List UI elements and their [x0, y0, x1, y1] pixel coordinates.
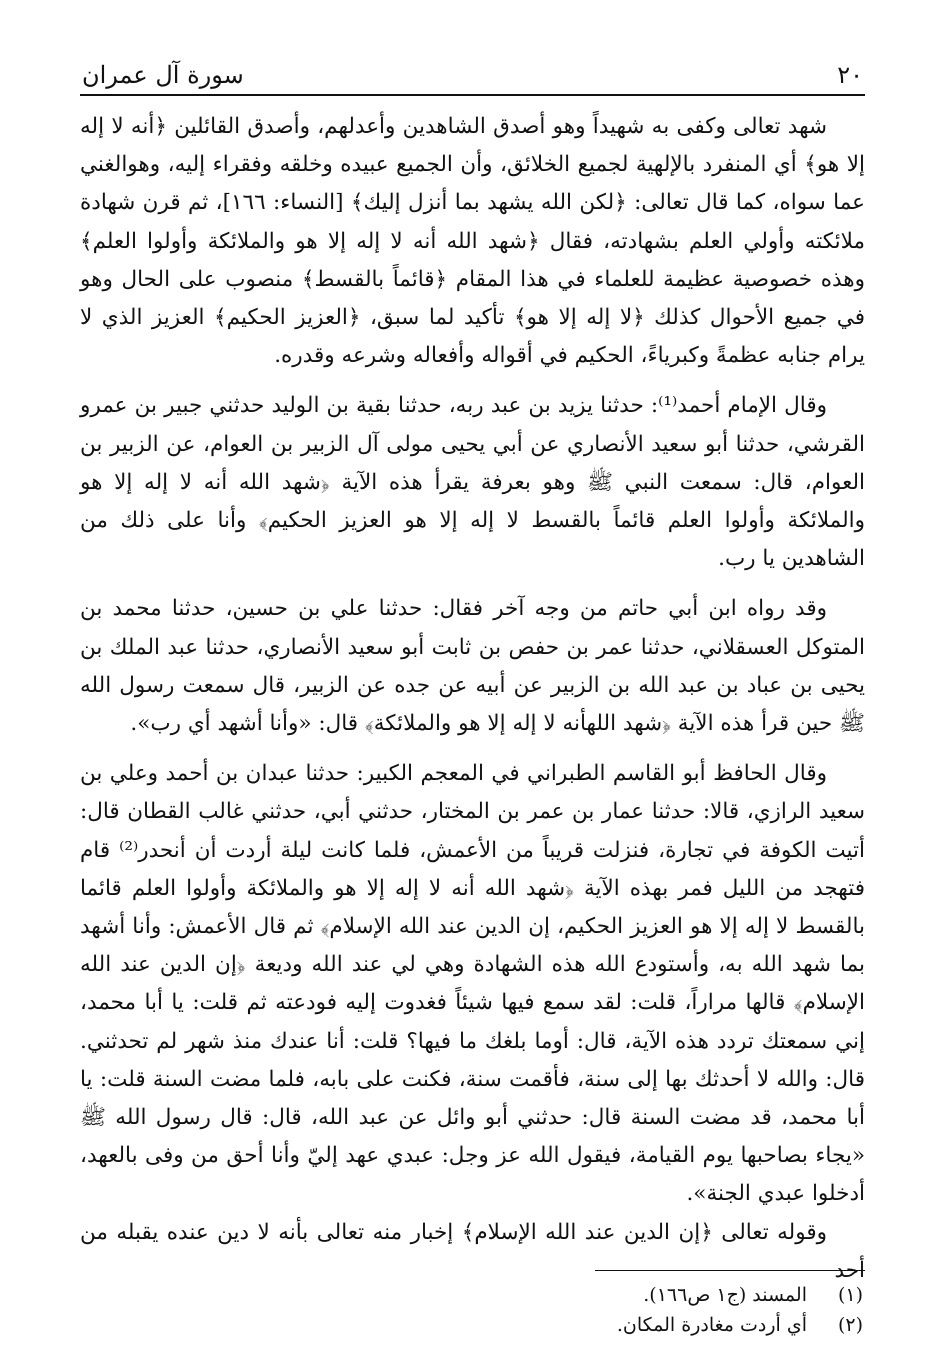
paragraph-ahmad-hadith: وقال الإمام أحمد⁽¹⁾: حدثنا يزيد بن عبد ربه، حدثنا بقية بن الوليد حدثني جبير بن عمرو القرشي، حدثنا أبو سعيد الأنصاري عن أبي يحيى مولى آل الزبير بن العوام، عن الزبير بن العوام، قال: سمعت النبي ﷺ وهو بعرفة يقرأ هذه الآية ﴿شهد الله أنه لا إله إلا هو والملائكة وأولوا العلم قائماً بالقسط لا إله إلا هو العزيز الحكيم﴾ وأنا على ذلك من الشاهدين يا رب. [80, 393, 865, 572]
running-header [82, 58, 863, 90]
footnote-rule [595, 1270, 865, 1271]
footnote-number: (١) [837, 1284, 863, 1306]
paragraph-islam-verse: وقوله تعالى ﴿إن الدين عند الله الإسلام﴾ إخبار منه تعالى بأنه لا دين عنده يقبله من أحد [80, 1219, 865, 1283]
paragraph-testimony: شهد تعالى وكفى به شهيداً وهو أصدق الشاهدين وأعدلهم، وأصدق القائلين ﴿أنه لا إله إلا هو﴾ أي المنفرد بالإلهية لجميع الخلائق، وأن الجميع عبيده وخلقه وفقراء إليه، وهوالغني عما سواه، كما قال تعالى: ﴿لكن الله يشهد بما أنزل إليك﴾ [النساء: ١٦٦]، ثم قرن شهادة ملائكته وأولي العلم بشهادته، فقال ﴿شهد الله أنه لا إله إلا هو والملائكة وأولوا العلم﴾ وهذه خصوصية عظيمة للعلماء في هذا المقام ﴿قائماً بالقسط﴾ منصوب على الحال وهو في جميع الأحوال كذلك ﴿لا إله إلا هو﴾ تأكيد لما سبق، ﴿العزيز الحكيم﴾ العزيز الذي لا يرام جنابه عظمةً وكبرياءً، الحكيم في أقواله وأفعاله وشرعه وقدره. [80, 114, 865, 369]
surah-title: سورة آل عمران [82, 61, 244, 89]
page-number: ٢٠ [837, 61, 863, 89]
paragraph-tabarani: وقال الحافظ أبو القاسم الطبراني في المعجم الكبير: حدثنا عبدان بن أحمد وعلي بن سعيد الرازي، قالا: حدثنا عمار بن عمر بن المختار، حدثني أبي، حدثني غالب القطان قال: أتيت الكوفة في تجارة، فنزلت قريباً من الأعمش، فلما كانت ليلة أردت أن أنحدر⁽²⁾ قام فتهجد من الليل فمر بهذه الآية ﴿شهد الله أنه لا إله إلا هو والملائكة وأولوا العلم قائما بالقسط لا إله إلا هو العزيز الحكيم، إن الدين عند الله الإسلام﴾ ثم قال الأعمش: وأنا أشهد بما شهد الله به، وأستودع الله هذه الشهادة وهي لي عند الله وديعة ﴿إن الدين عند الله الإسلام﴾ قالها مراراً، قلت: لقد سمع فيها شيئاً فغدوت إليه فودعته ثم قلت: يا أبا محمد، إني سمعتك تردد هذه الآية، قال: أوما بلغك ما فيها؟ قلت: أنا عندك منذ شهر لم تحدثني. قال: والله لا أحدثك بها إلى سنة، فأقمت سنة، فكنت على بابه، فلما مضت السنة قلت: يا أبا محمد، قد مضت السنة قال: حدثني أبو وائل عن عبد الله، قال: قال رسول الله ﷺ «يجاء بصاحبها يوم القيامة، فيقول الله عز وجل: عبدي عهد إليّ وأنا أحق من وفى بالعهد، أدخلوا عبدي الجنة». [80, 761, 865, 1207]
footnote-text: المسند (ج١ ص١٦٦). [643, 1284, 807, 1306]
footnote-number: (٢) [837, 1314, 863, 1336]
paragraph-ibn-abi-hatim: وقد رواه ابن أبي حاتم من وجه آخر فقال: حدثنا علي بن حسين، حدثنا محمد بن المتوكل العسقلاني، حدثنا عمر بن حفص بن ثابت أبو سعيد الأنصاري، حدثنا عبد الملك بن يحيى بن عباد بن عبد الله بن الزبير عن أبيه عن جده عن الزبير، قال سمعت رسول الله ﷺ حين قرأ هذه الآية ﴿شهد اللهأنه لا إله إلا هو والملائكة﴾ قال: «وأنا أشهد أي رب». [80, 596, 865, 737]
footnote [400, 1280, 863, 1310]
header-rule [80, 94, 865, 96]
footnote [400, 1310, 863, 1340]
main-text [80, 108, 865, 1290]
footnote-text: أي أردت مغادرة المكان. [616, 1314, 807, 1336]
footnotes [400, 1280, 863, 1340]
